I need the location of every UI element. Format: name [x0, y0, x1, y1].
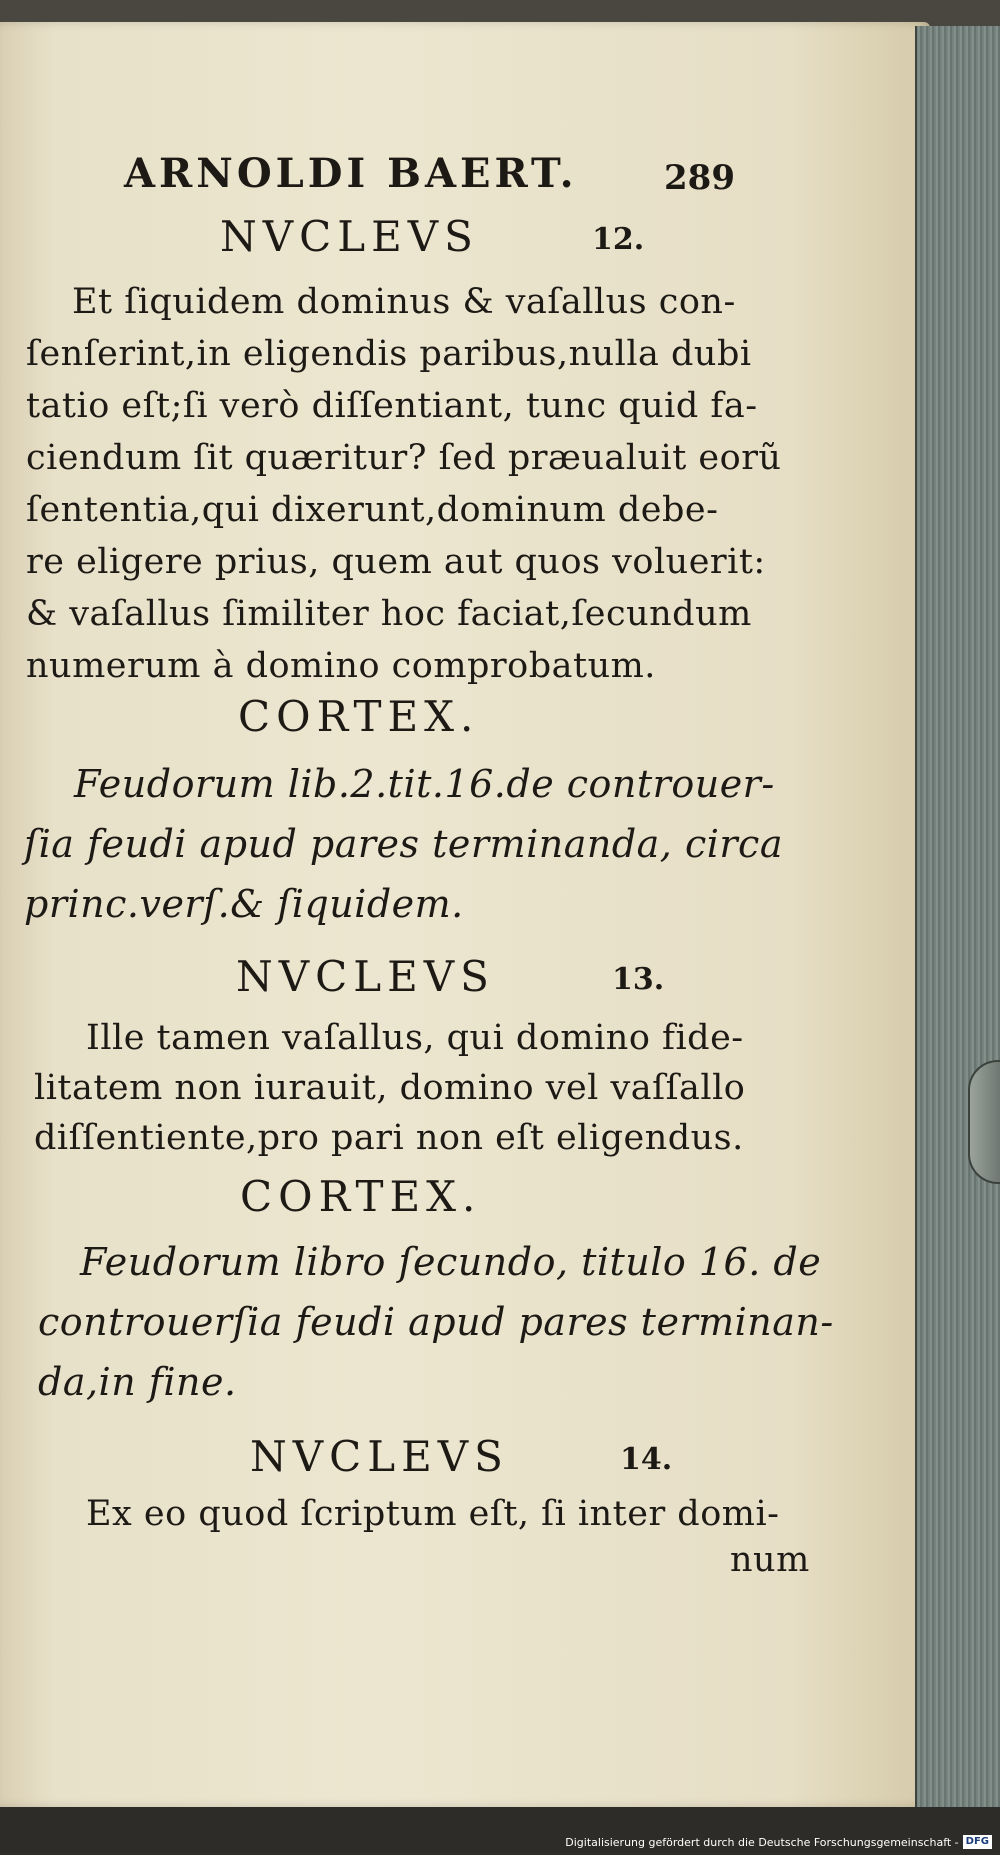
text-line: tatio eſt;ſi verò diſſentiant, tunc quid fa-: [26, 386, 758, 426]
book-clasp: [968, 1060, 1000, 1184]
section-heading: NVCLEVS: [220, 212, 479, 261]
funding-credit-text: Digitalisierung gefördert durch die Deutsche Forschungsgemeinschaft -: [565, 1835, 959, 1849]
citation-line: ſia feudi apud pares terminanda, circa: [24, 822, 783, 866]
dfg-logo: DFG: [963, 1835, 992, 1849]
text-line: Ex eo quod ſcriptum eſt, ſi inter domi-: [86, 1494, 780, 1534]
section-number: 13.: [612, 962, 665, 997]
text-line: numerum à domino comprobatum.: [26, 646, 656, 686]
text-line: & vaſallus ſimiliter hoc faciat,ſecundum: [26, 594, 752, 634]
citation-line: Feudorum lib.2.tit.16.de controuer-: [74, 762, 775, 806]
catchword: num: [730, 1540, 810, 1580]
text-line: ſenſerint,in eligendis paribus,nulla dubi: [26, 334, 752, 374]
text-line: Ille tamen vaſallus, qui domino fide-: [86, 1018, 744, 1058]
text-line: litatem non iurauit, domino vel vaſſallo: [34, 1068, 746, 1108]
section-number: 14.: [620, 1442, 673, 1477]
section-heading: NVCLEVS: [236, 952, 495, 1001]
text-line: diſſentiente,pro pari non eſt eligendus.: [34, 1118, 744, 1158]
text-line: Et ſiquidem dominus & vaſallus con-: [72, 282, 736, 322]
folio-number: 289: [664, 158, 735, 198]
text-line: ciendum ſit quæritur? ſed præualuit eorũ: [26, 438, 782, 478]
citation-line: princ.verſ.& ſiquidem.: [24, 882, 464, 926]
citation-line: controuerſia feudi apud pares terminan-: [38, 1300, 834, 1344]
scan-footer-bar: [0, 1807, 1000, 1855]
citation-line: da,in fine.: [38, 1360, 237, 1404]
running-head-title: ARNOLDI BAERT.: [124, 150, 578, 197]
section-heading: CORTEX.: [240, 1172, 482, 1221]
section-number: 12.: [592, 222, 645, 257]
citation-line: Feudorum libro ſecundo, titulo 16. de: [80, 1240, 822, 1284]
text-line: ſententia,qui dixerunt,dominum debe-: [26, 490, 719, 530]
funding-credit: [565, 1835, 992, 1849]
section-heading: CORTEX.: [238, 692, 480, 741]
section-heading: NVCLEVS: [250, 1432, 509, 1481]
text-line: re eligere prius, quem aut quos voluerit:: [26, 542, 766, 582]
